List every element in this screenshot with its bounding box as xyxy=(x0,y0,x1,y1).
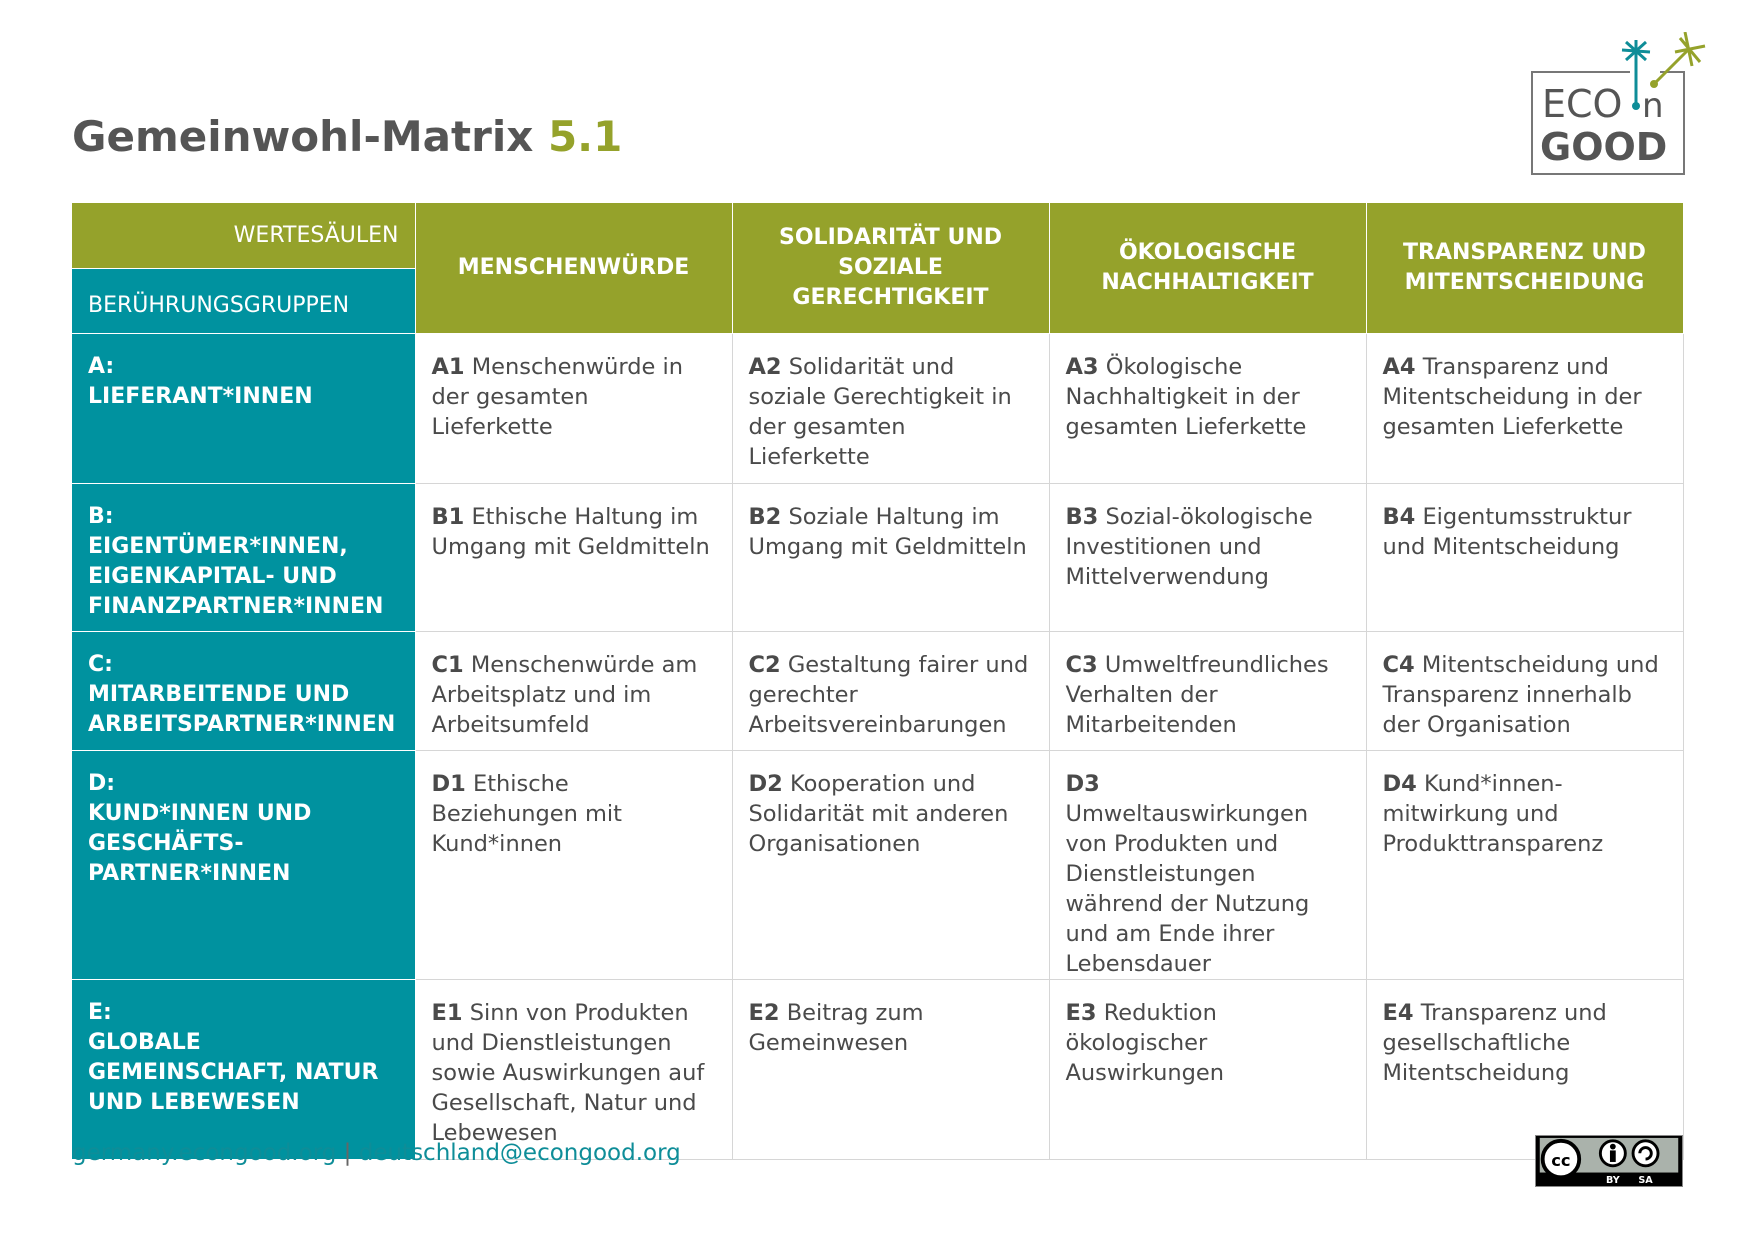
matrix-cell xyxy=(415,483,732,631)
matrix-cell xyxy=(1366,333,1683,483)
page-title xyxy=(72,112,622,161)
matrix-cell xyxy=(1049,333,1366,483)
cell-text: Umweltfreundliches Verhalten der Mitarbeitenden xyxy=(1065,651,1329,738)
cell-code: E4 xyxy=(1382,999,1414,1026)
matrix-row xyxy=(72,979,1683,1159)
column-header: SOLIDARITÄT UND SOZIALE GERECHTIGKEIT xyxy=(732,203,1049,334)
cell-code: A2 xyxy=(748,353,782,380)
matrix-cell xyxy=(1049,750,1366,979)
matrix-cell xyxy=(732,333,1049,483)
matrix-cell xyxy=(1049,483,1366,631)
stakeholder-group-cell xyxy=(72,333,415,483)
title-text: Gemeinwohl-Matrix xyxy=(72,112,534,161)
cell-code: E1 xyxy=(431,999,463,1026)
cell-text: Sinn von Produkten und Dienstleistungen sowie Auswirkungen auf Gesellschaft, Natur und Lebewesen xyxy=(431,999,705,1146)
cell-code: D4 xyxy=(1382,770,1417,797)
matrix-cell xyxy=(1049,631,1366,750)
cell-code: B4 xyxy=(1382,503,1416,530)
group-name: MITARBEITENDE UND ARBEITSPARTNER*INNEN xyxy=(88,681,396,737)
matrix-cell xyxy=(732,483,1049,631)
cell-code: C2 xyxy=(748,651,781,678)
cell-text: Kund*innen-mitwirkung und Produkttransparenz xyxy=(1382,770,1604,857)
svg-text:n: n xyxy=(1642,86,1664,126)
matrix-cell xyxy=(415,979,732,1159)
matrix-cell xyxy=(415,631,732,750)
matrix-cell xyxy=(1366,750,1683,979)
cell-text: Kooperation und Solidarität mit anderen Organisationen xyxy=(748,770,1009,857)
stakeholder-group-cell xyxy=(72,631,415,750)
group-letter: A: xyxy=(88,353,115,379)
matrix-row xyxy=(72,750,1683,979)
cell-text: Ökologische Nachhaltigkeit in der gesamten Lieferkette xyxy=(1065,353,1307,440)
cell-text: Gestaltung fairer und gerechter Arbeitsvereinbarungen xyxy=(748,651,1029,738)
footer-contact xyxy=(72,1140,681,1166)
econgood-logo xyxy=(1530,32,1730,182)
group-name: EIGENTÜMER*INNEN, EIGENKAPITAL- UND FINANZPARTNER*INNEN xyxy=(88,533,384,619)
cell-text: Umweltauswirkungen von Produkten und Dienstleistungen während der Nutzung und am Ende ihrer Lebensdauer xyxy=(1065,800,1310,977)
cell-code: C3 xyxy=(1065,651,1098,678)
svg-text:cc: cc xyxy=(1551,1150,1571,1170)
matrix-cell xyxy=(732,631,1049,750)
cell-text: Ethische Haltung im Umgang mit Geldmitteln xyxy=(431,503,710,560)
cell-text: Menschenwürde am Arbeitsplatz und im Arbeitsumfeld xyxy=(431,651,698,738)
stakeholder-group-cell xyxy=(72,750,415,979)
group-name: LIEFERANT*INNEN xyxy=(88,383,313,409)
cell-text: Solidarität und soziale Gerechtigkeit in der gesamten Lieferkette xyxy=(748,353,1012,470)
cell-code: C4 xyxy=(1382,651,1415,678)
cell-code: A1 xyxy=(431,353,465,380)
matrix-row xyxy=(72,631,1683,750)
svg-text:SA: SA xyxy=(1638,1175,1653,1187)
cell-code: A3 xyxy=(1065,353,1099,380)
group-letter: E: xyxy=(88,999,112,1025)
cell-text: Transparenz und Mitentscheidung in der gesamten Lieferkette xyxy=(1382,353,1642,440)
matrix-cell xyxy=(1366,631,1683,750)
cell-text: Reduktion ökologischer Auswirkungen xyxy=(1065,999,1225,1086)
cell-text: Beitrag zum Gemeinwesen xyxy=(748,999,924,1056)
cell-text: Ethische Beziehungen mit Kund*innen xyxy=(431,770,622,857)
title-version: 5.1 xyxy=(547,112,623,161)
cell-code: B3 xyxy=(1065,503,1099,530)
matrix-cell xyxy=(732,979,1049,1159)
matrix-cell xyxy=(1366,483,1683,631)
cc-by-sa-license-icon xyxy=(1535,1135,1683,1187)
cell-code: D2 xyxy=(748,770,783,797)
group-letter: D: xyxy=(88,770,116,796)
values-label: WERTESÄULEN xyxy=(233,222,399,248)
matrix-cell xyxy=(415,750,732,979)
matrix-cell xyxy=(1049,979,1366,1159)
cell-code: E2 xyxy=(748,999,780,1026)
group-letter: C: xyxy=(88,651,113,677)
header-row xyxy=(72,203,1683,334)
matrix-cell xyxy=(1366,979,1683,1159)
cell-text: Menschenwürde in der gesamten Lieferkette xyxy=(431,353,684,440)
cell-code: D1 xyxy=(431,770,466,797)
group-name: GLOBALE GEMEINSCHAFT, NATUR UND LEBEWESEN xyxy=(88,1029,379,1115)
svg-text:ECO: ECO xyxy=(1542,82,1623,126)
email-link[interactable]: deutschland@econgood.org xyxy=(358,1140,681,1166)
cell-code: B2 xyxy=(748,503,782,530)
cell-text: Mitentscheidung und Transparenz innerhalb der Organisation xyxy=(1382,651,1659,738)
matrix-cell xyxy=(732,750,1049,979)
cell-text: Sozial-ökologische Investitionen und Mittelverwendung xyxy=(1065,503,1313,590)
groups-label: BERÜHRUNGSGRUPPEN xyxy=(72,268,415,333)
stakeholder-group-cell xyxy=(72,483,415,631)
cell-code: C1 xyxy=(431,651,464,678)
cell-text: Soziale Haltung im Umgang mit Geldmitteln xyxy=(748,503,1027,560)
matrix-row xyxy=(72,483,1683,631)
website-link[interactable]: germany.econgood.org xyxy=(72,1140,337,1166)
cell-code: B1 xyxy=(431,503,465,530)
separator: | xyxy=(343,1140,352,1166)
cell-text: Eigentumsstruktur und Mitentscheidung xyxy=(1382,503,1632,560)
svg-text:GOOD: GOOD xyxy=(1540,125,1668,169)
gemeinwohl-matrix-table xyxy=(72,202,1684,1160)
cell-code: A4 xyxy=(1382,353,1416,380)
group-letter: B: xyxy=(88,503,114,529)
column-header: ÖKOLOGISCHE NACHHALTIGKEIT xyxy=(1049,203,1366,334)
corner-cell xyxy=(72,203,415,334)
stakeholder-group-cell xyxy=(72,979,415,1159)
matrix-row xyxy=(72,333,1683,483)
column-header: MENSCHENWÜRDE xyxy=(415,203,732,334)
matrix-cell xyxy=(415,333,732,483)
group-name: KUND*INNEN UND GESCHÄFTS-PARTNER*INNEN xyxy=(88,800,312,886)
column-header: TRANSPARENZ UND MITENTSCHEIDUNG xyxy=(1366,203,1683,334)
cell-code: D3 xyxy=(1065,770,1100,797)
svg-text:BY: BY xyxy=(1605,1175,1620,1187)
cell-text: Transparenz und gesellschaftliche Mitentscheidung xyxy=(1382,999,1607,1086)
cell-code: E3 xyxy=(1065,999,1097,1026)
